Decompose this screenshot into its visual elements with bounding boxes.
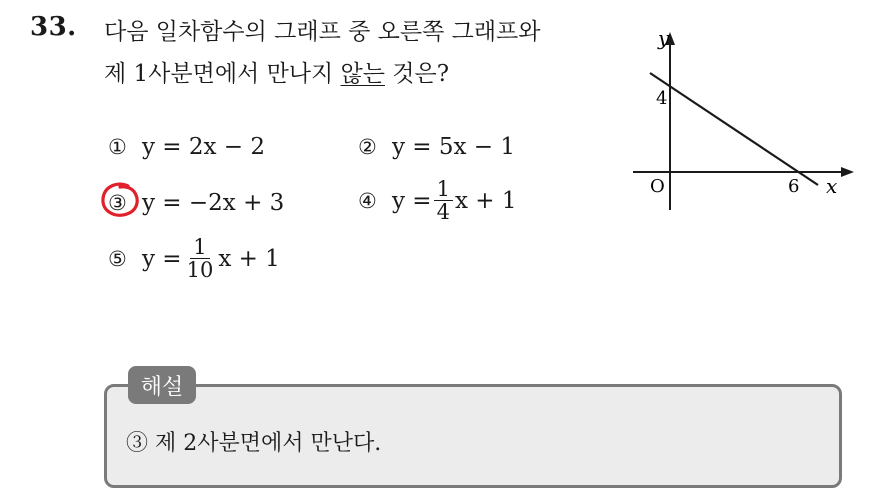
choice-1[interactable] bbox=[108, 134, 265, 160]
y-intercept-label: 4 bbox=[656, 88, 668, 109]
choice-5[interactable] bbox=[108, 236, 280, 281]
choice-equation: y = 2x − 2 bbox=[142, 134, 266, 160]
function-graph bbox=[628, 28, 858, 218]
choice-number: ④ bbox=[358, 188, 377, 213]
choice-number: ② bbox=[358, 135, 377, 159]
choice-equation-prefix: y = bbox=[392, 187, 432, 214]
choice-equation-prefix: y = bbox=[142, 245, 182, 272]
fraction-denominator: 10 bbox=[186, 258, 214, 283]
x-axis-label: x bbox=[826, 174, 838, 198]
fraction-numerator: 1 bbox=[190, 236, 209, 259]
question-text-line1: 다음 일차함수의 그래프 중 오른쪽 그래프와 bbox=[104, 19, 541, 45]
y-axis-label: y bbox=[658, 28, 670, 50]
choice-equation: y = −2x + 3 bbox=[142, 190, 285, 216]
origin-label: O bbox=[650, 176, 665, 197]
fraction-numerator: 1 bbox=[434, 178, 453, 201]
choice-equation-suffix: x + 1 bbox=[218, 245, 280, 272]
red-circle-mark bbox=[98, 180, 142, 220]
fraction bbox=[184, 236, 217, 281]
x-intercept-label: 6 bbox=[788, 176, 800, 197]
question-text-line2 bbox=[104, 55, 449, 88]
solution-text: ③ 제 2사분면에서 만난다. bbox=[126, 431, 382, 456]
choice-4[interactable] bbox=[358, 178, 516, 223]
choice-equation: y = 5x − 1 bbox=[392, 134, 516, 160]
question-underlined-word: 않는 bbox=[340, 61, 385, 87]
question-number: 33. bbox=[30, 12, 77, 42]
choice-number: ⑤ bbox=[108, 246, 127, 271]
choice-2[interactable] bbox=[358, 134, 515, 160]
graph-line bbox=[650, 73, 818, 185]
choice-number: ③ bbox=[108, 191, 127, 215]
question-text-before: 제 1사분면에서 만나지 bbox=[104, 61, 341, 87]
x-axis-arrow-icon bbox=[841, 167, 854, 177]
choice-number: ① bbox=[108, 135, 127, 159]
solution-tab: 해설 bbox=[128, 366, 196, 404]
fraction-denominator: 4 bbox=[436, 200, 450, 225]
choice-equation-suffix: x + 1 bbox=[454, 187, 517, 214]
question-text-after: 것은? bbox=[384, 61, 450, 87]
fraction bbox=[434, 178, 453, 223]
